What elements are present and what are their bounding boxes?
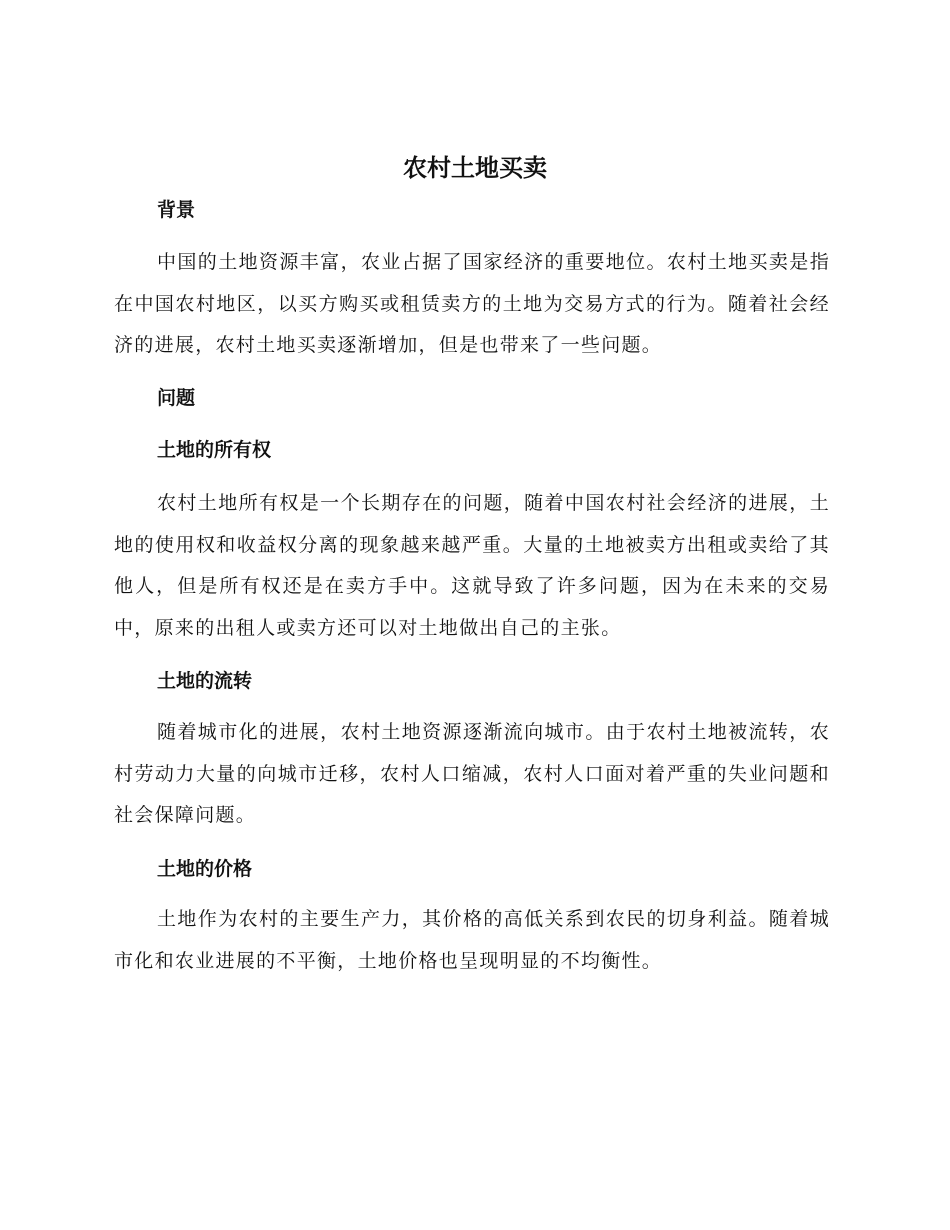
section-heading-problems: 问题 <box>157 387 196 409</box>
section-heading-price: 土地的价格 <box>157 858 253 880</box>
section-paragraph-background: 中国的土地资源丰富，农业占据了国家经济的重要地位。农村土地买卖是指在中国农村地区，以买方购买或租赁卖方的土地为交易方式的行为。随着社会经济的进展，农村土地买卖逐渐增加，但是也带来了一些问题。 <box>114 251 830 356</box>
section-heading-circulation: 土地的流转 <box>157 670 253 692</box>
section-paragraph-price: 土地作为农村的主要生产力，其价格的高低关系到农民的切身利益。随着城市化和农业进展的不平衡，土地价格也呈现明显的不均衡性。 <box>114 908 830 972</box>
section-paragraph-ownership: 农村土地所有权是一个长期存在的问题，随着中国农村社会经济的进展，土地的使用权和收益权分离的现象越来越严重。大量的土地被卖方出租或卖给了其他人，但是所有权还是在卖方手中。这就导致了许多问题，因为在未来的交易中，原来的出租人或卖方还可以对土地做出自己的主张。 <box>114 492 830 639</box>
section-heading-background: 背景 <box>157 199 196 221</box>
section-heading-ownership: 土地的所有权 <box>157 439 272 461</box>
section-paragraph-circulation: 随着城市化的进展，农村土地资源逐渐流向城市。由于农村土地被流转，农村劳动力大量的向城市迁移，农村人口缩减，农村人口面对着严重的失业问题和社会保障问题。 <box>114 721 830 826</box>
document-title: 农村土地买卖 <box>403 154 547 182</box>
